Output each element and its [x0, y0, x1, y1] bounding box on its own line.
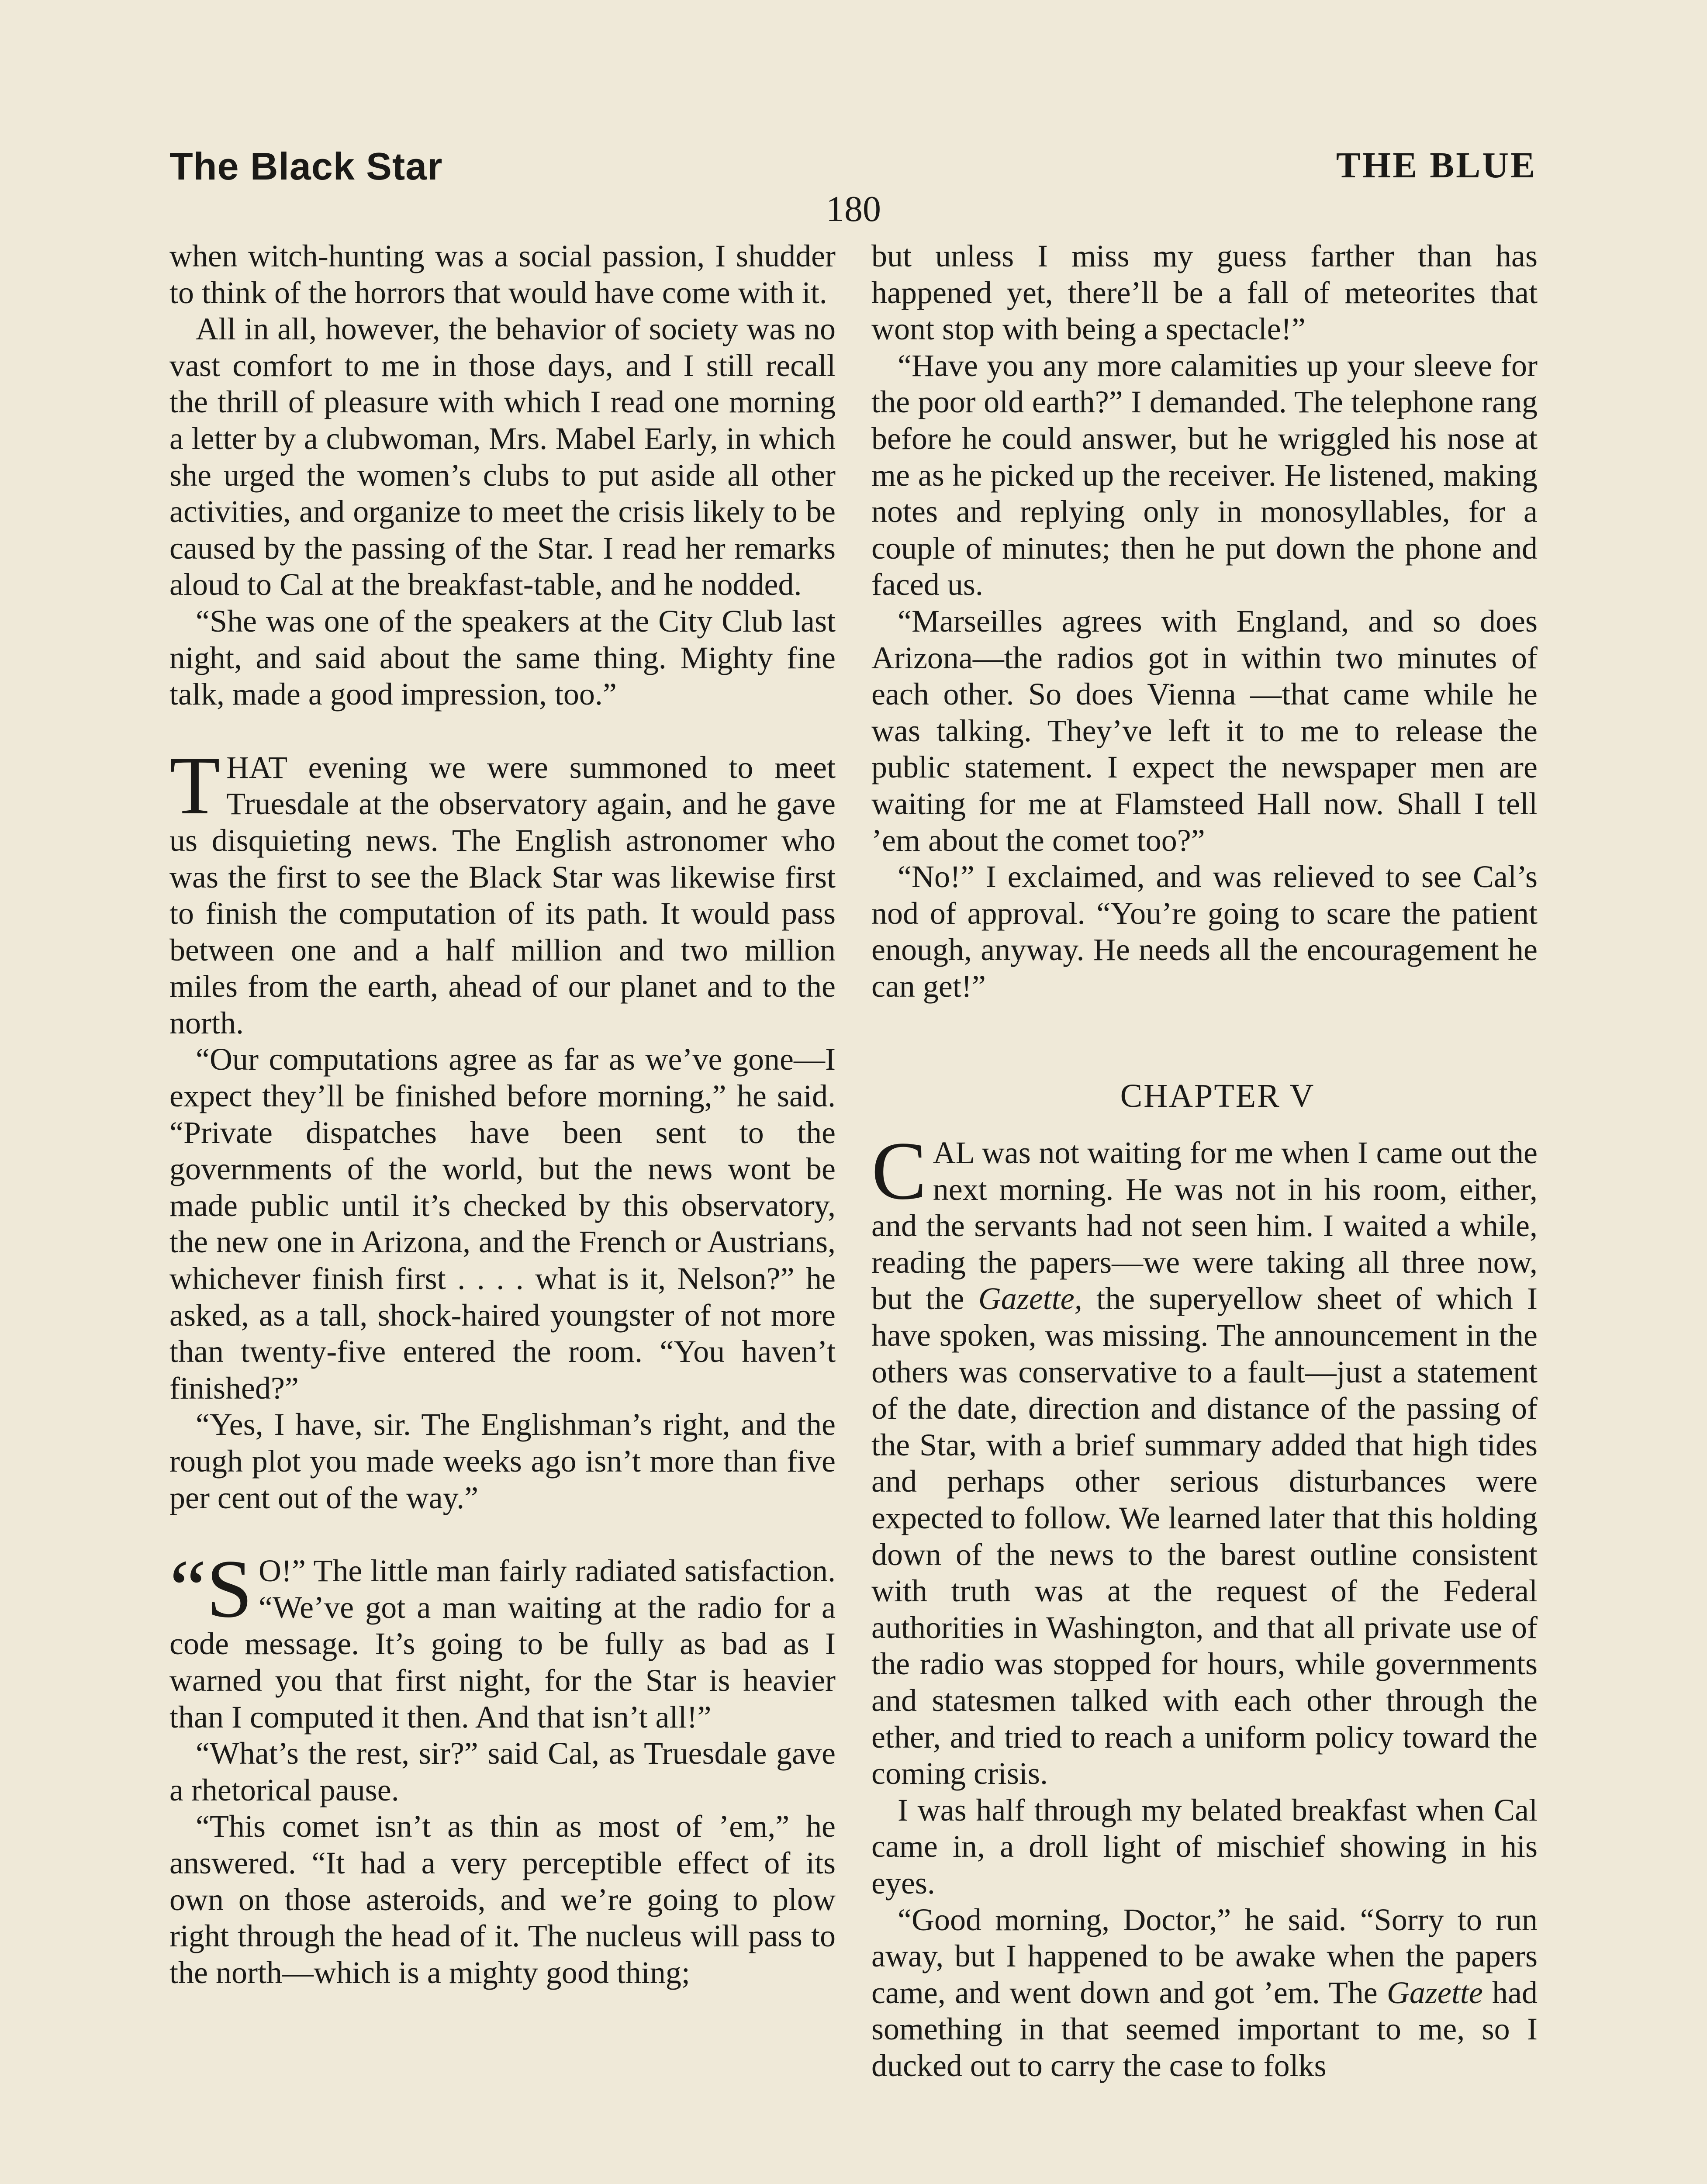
- left-column: [169, 238, 836, 1991]
- paragraph-text: the superyellow sheet of which I have spoken, was missing. The announcement in the others was conservative to a fault—just a statement of the date, direction and distance of the passing of the Star, with a brief summary added that high tides and perhaps other serious disturbances were expected to follow. We learned later that this holding down of the news to the barest outline consistent with truth was at the request of the Federal authorities in Washington, and that all private use of the radio was stopped for hours, while governments and statesmen talked with each other through the ether, and tried to reach a uniform policy toward the coming crisis.: [871, 1281, 1538, 1791]
- drop-cap-letter: C: [871, 1125, 927, 1217]
- right-column: [871, 238, 1538, 2084]
- paragraph-text: had something in that seemed important to me, so I ducked out to carry the case to folks: [871, 1975, 1538, 2083]
- paragraph: when witch-hunting was a social passion, I shudder to think of the horrors that would have come with it.: [169, 238, 836, 310]
- running-title-left: The Black Star: [169, 145, 443, 188]
- section-break: [169, 713, 836, 750]
- paragraph-dropcap: [871, 1125, 1538, 1792]
- drop-cap-letter: [169, 1543, 253, 1635]
- drop-cap-letter: T: [169, 740, 221, 832]
- paragraph: “Our computations agree as far as we’ve gone—I expect they’ll be finished before morning,” he said. “Private dispatches have been sent to the governments of the world, but the news wont be made public until it’s checked by this observatory, the new one in Arizona, and the French or Austrians, whichever finish first . . . . what is it, Nelson?” he asked, as a tall, shock-haired youngster of not more than twenty-five entered the room. “You haven’t finished?”: [169, 1042, 836, 1406]
- paragraph: All in all, however, the behavior of society was no vast comfort to me in those days, and I still recall the thrill of pleasure with which I read one morning a letter by a clubwoman, Mrs. Mabel Early, in which she urged the women’s clubs to put aside all other activities, and organize to meet the crisis likely to be caused by the passing of the Star. I read her remarks aloud to Cal at the breakfast-table, and he nodded.: [169, 311, 836, 602]
- paragraph: “No!” I exclaimed, and was relieved to see Cal’s nod of approval. “You’re going to scare the patient enough, anyway. He needs all the encouragement he can get!”: [871, 859, 1538, 1004]
- heading-gap: [871, 1115, 1538, 1135]
- paragraph: “Yes, I have, sir. The Englishman’s right, and the rough plot you made weeks ago isn’t more than five per cent out of the way.”: [169, 1407, 836, 1515]
- paragraph-text: HAT evening we were summoned to meet Truesdale at the observatory again, and he gave us disquieting news. The English astronomer who was the first to see the Black Star was likewise first to finish the computation of its path. It would pass between one and a half million and two million miles from the earth, ahead of our planet and to the north.: [169, 750, 836, 1040]
- paragraph-dropcap: [169, 740, 836, 1042]
- section-break: [871, 1005, 1538, 1078]
- paragraph: “Marseilles agrees with England, and so does Arizona—the radios got in within two minutes of each other. So does Vienna —that came while he was talking. They’ve left it to me to release the public statement. I expect the newspaper men are waiting for me at Flamsteed Hall now. Shall I tell ’em about the comet too?”: [871, 603, 1538, 858]
- chapter-heading: CHAPTER V: [1120, 1078, 1315, 1115]
- paragraph: “This comet isn’t as thin as most of ’em,” he answered. “It had a very perceptible effect of its own on those asteroids, and we’re going to plow right through the head of it. The nucleus will pass to the north—which is a mighty good thing;: [169, 1809, 836, 1990]
- newspaper-name: Gazette: [1386, 1975, 1483, 2010]
- paragraph-dropcap: [169, 1543, 836, 1735]
- paragraph: [871, 1902, 1538, 2084]
- running-title-right: THE BLUE: [1336, 145, 1537, 186]
- drop-cap-s: S: [206, 1543, 253, 1635]
- paragraph-text: AL was not waiting for me when I came out the next morning. He was not in his room, either, and the servants had not seen him. I waited a while, reading the papers—we were taking all three now, but the: [871, 1135, 1538, 1317]
- paragraph-text: O!” The little man fairly radiated satisfaction. “We’ve got a man waiting at the radio for a code message. It’s going to be fully as bad as I warned you that first night, for the Star is heavier than I computed it then. And that isn’t all!”: [169, 1553, 836, 1735]
- paragraph: but unless I miss my guess farther than has happened yet, there’ll be a fall of meteorites that wont stop with being a spectacle!”: [871, 238, 1538, 347]
- opening-quote: “: [169, 1543, 207, 1635]
- paragraph: I was half through my belated breakfast when Cal came in, a droll light of mischief showing in his eyes.: [871, 1792, 1538, 1901]
- paragraph: “Have you any more calamities up your sleeve for the poor old earth?” I demanded. The telephone rang before he could answer, but he wriggled his nose at me as he picked up the receiver. He listened, making notes and replying only in monosyllables, for a couple of minutes; then he put down the phone and faced us.: [871, 348, 1538, 602]
- paragraph: “What’s the rest, sir?” said Cal, as Truesdale gave a rhetorical pause.: [169, 1736, 836, 1807]
- page-number: 180: [826, 189, 881, 229]
- paragraph: “She was one of the speakers at the City Club last night, and said about the same thing. Mighty fine talk, made a good impression, too.”: [169, 603, 836, 712]
- newspaper-name: Gazette,: [978, 1281, 1082, 1317]
- section-break: [169, 1516, 836, 1553]
- paragraph-text: “Good morning, Doctor,” he said. “Sorry to run away, but I happened to be awake when the papers came, and went down and got ’em. The: [871, 1902, 1538, 2010]
